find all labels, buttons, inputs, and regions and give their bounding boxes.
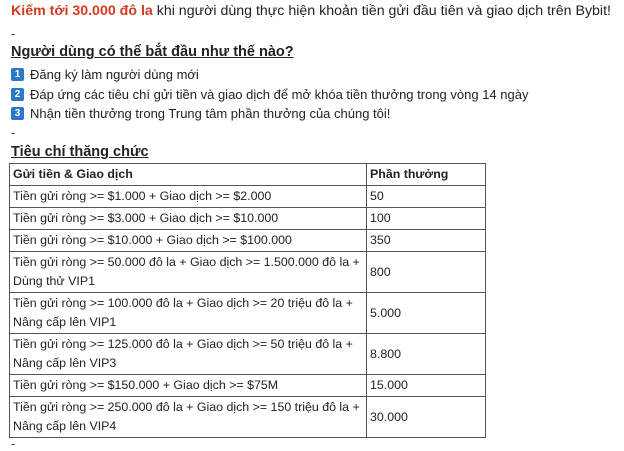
table-row [10, 397, 486, 438]
table-row [10, 186, 486, 208]
condition-cell: Tiền gửi ròng >= $10.000 + Giao dịch >= $100.000 [10, 230, 367, 252]
separator-1: - [11, 26, 16, 41]
table-row [10, 208, 486, 230]
step-text-1: Đăng ký làm người dùng mới [30, 67, 199, 83]
criteria-table [9, 163, 486, 438]
condition-cell: Tiền gửi ròng >= $1.000 + Giao dịch >= $2.000 [10, 186, 367, 208]
header-reward: Phần thưởng [367, 164, 486, 186]
reward-cell: 800 [367, 252, 486, 293]
step-text-2: Đáp ứng các tiêu chí gửi tiền và giao dịch để mở khóa tiền thưởng trong vòng 14 ngày [30, 86, 529, 102]
condition-cell: Tiền gửi ròng >= 100.000 đô la + Giao dịch >= 20 triệu đô la + Nâng cấp lên VIP1 [10, 293, 367, 334]
separator-2: - [11, 125, 16, 140]
how-to-start-heading: Người dùng có thể bắt đầu như thế nào? [11, 44, 294, 60]
condition-cell: Tiền gửi ròng >= $3.000 + Giao dịch >= $10.000 [10, 208, 367, 230]
step-item-3 [11, 104, 528, 124]
intro-paragraph [11, 2, 611, 20]
step-item-2 [11, 85, 528, 105]
reward-cell: 30.000 [367, 397, 486, 438]
condition-cell: Tiền gửi ròng >= $150.000 + Giao dịch >= $75M [10, 375, 367, 397]
number-3-icon: 3 [11, 107, 24, 120]
header-deposit-trade: Gửi tiền & Giao dịch [10, 164, 367, 186]
criteria-heading: Tiêu chí thăng chức [11, 144, 149, 160]
reward-cell: 100 [367, 208, 486, 230]
step-text-3: Nhận tiền thưởng trong Trung tâm phần thưởng của chúng tôi! [30, 106, 391, 122]
table-row [10, 230, 486, 252]
number-2-icon: 2 [11, 88, 24, 101]
number-1-icon: 1 [11, 68, 24, 81]
table-row [10, 334, 486, 375]
reward-cell: 50 [367, 186, 486, 208]
condition-cell: Tiền gửi ròng >= 250.000 đô la + Giao dịch >= 150 triệu đô la + Nâng cấp lên VIP4 [10, 397, 367, 438]
condition-cell: Tiền gửi ròng >= 125.000 đô la + Giao dịch >= 50 triệu đô la + Nâng cấp lên VIP3 [10, 334, 367, 375]
separator-3: - [11, 436, 16, 451]
table-row [10, 293, 486, 334]
step-item-1 [11, 65, 528, 85]
reward-cell: 15.000 [367, 375, 486, 397]
table-header-row [10, 164, 486, 186]
table-row [10, 375, 486, 397]
condition-cell: Tiền gửi ròng >= 50.000 đô la + Giao dịch >= 1.500.000 đô la + Dùng thử VIP1 [10, 252, 367, 293]
reward-cell: 350 [367, 230, 486, 252]
reward-cell: 5.000 [367, 293, 486, 334]
reward-cell: 8.800 [367, 334, 486, 375]
intro-highlight: Kiếm tới 30.000 đô la [11, 3, 153, 19]
steps-list [11, 65, 528, 124]
table-row [10, 252, 486, 293]
intro-text: khi người dùng thực hiện khoản tiền gửi đầu tiên và giao dịch trên Bybit! [152, 3, 611, 19]
